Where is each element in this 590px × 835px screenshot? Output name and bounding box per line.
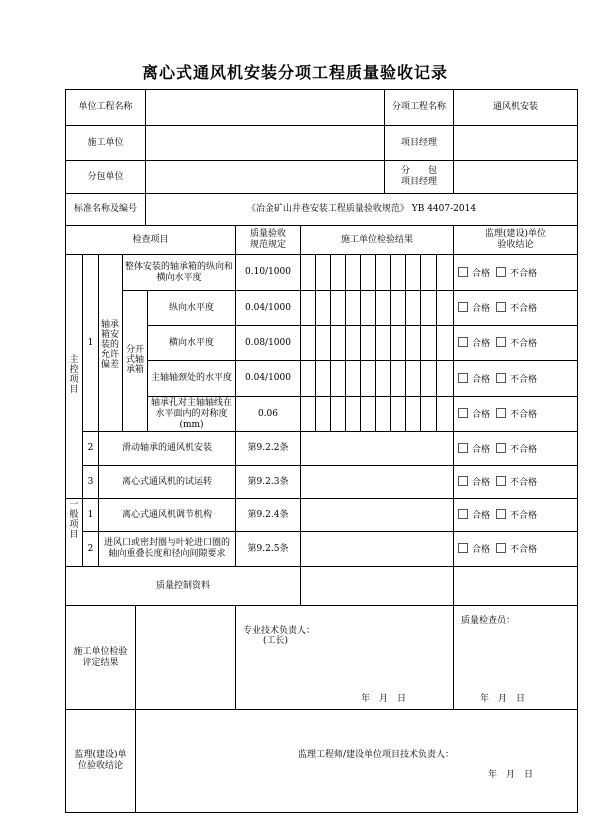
pass-checkbox[interactable] [458, 302, 468, 312]
fail-checkbox[interactable] [496, 408, 506, 418]
sub-project-label: 分项工程名称 [391, 102, 446, 112]
pass-checkbox[interactable] [458, 408, 468, 418]
construction-unit-field[interactable] [146, 126, 384, 160]
supervisor-header-line2: 验收结论 [497, 240, 534, 250]
project-manager-label: 项目经理 [400, 137, 437, 148]
subcontract-manager-label-line1: 分 包 [400, 166, 437, 176]
row-6-item: 滑动轴承的通风机安装 [121, 443, 212, 453]
pass-label: 合格 [472, 545, 491, 555]
pass-checkbox[interactable] [458, 267, 468, 277]
pass-checkbox[interactable] [458, 476, 468, 486]
fail-label: 不合格 [510, 339, 538, 349]
row-1-item: 整体安装的轴承箱的纵向和横向水平度 [124, 261, 233, 283]
row-6-spec: 第9.2.2条 [247, 443, 289, 453]
fail-checkbox[interactable] [496, 443, 506, 453]
pass-fail-checkboxes [458, 267, 537, 280]
row-5-item: 轴承孔对主轴轴线在水平面内的对称度(mm) [150, 397, 232, 430]
construction-date: 年 月 日 [361, 694, 407, 704]
row-8-no: 1 [87, 509, 94, 520]
row-8-item: 离心式通风机调节机构 [121, 509, 212, 520]
main-item-no-1: 1 [87, 337, 94, 348]
general-group-label: 一般项目 [69, 500, 79, 540]
supervisor-eval-label: 监理(建设)单位验收结论 [74, 750, 127, 771]
pass-fail-checkboxes [458, 543, 537, 556]
split-box-label: 分开式轴承箱 [125, 345, 144, 375]
pass-label: 合格 [472, 511, 491, 521]
row-9-item: 进风口或密封圈与叶轮进口圈的轴向重叠长度和径向间隙要求 [103, 538, 230, 559]
row-3-item: 横向水平度 [168, 337, 214, 348]
row-2-spec: 0.04/1000 [245, 302, 291, 313]
pass-label: 合格 [472, 410, 491, 420]
foreman-label: (工长) [263, 636, 289, 646]
pass-fail-checkboxes [458, 408, 537, 421]
pass-fail-checkboxes [458, 302, 537, 315]
fail-checkbox[interactable] [496, 476, 506, 486]
row-5-spec: 0.06 [257, 408, 279, 419]
subcontract-unit-label: 分包单位 [87, 171, 124, 182]
inspector-label: 质量检查员： [461, 616, 516, 626]
bearing-deviation-label: 轴承箱安装的允许偏差 [100, 320, 119, 370]
unit-project-label: 单位工程名称 [78, 102, 133, 112]
pass-fail-checkboxes [458, 476, 537, 489]
construction-unit-label: 施工单位 [87, 137, 124, 148]
unit-project-field[interactable] [146, 90, 384, 125]
row-7-item: 离心式通风机的试运转 [121, 476, 212, 487]
fail-checkbox[interactable] [496, 302, 506, 312]
row-1-spec: 0.10/1000 [245, 267, 291, 277]
quality-spec-header-line1: 质量验收 [249, 229, 286, 239]
construction-result-header: 施工单位检验结果 [340, 234, 413, 245]
pass-label: 合格 [472, 339, 491, 349]
fail-checkbox[interactable] [496, 337, 506, 347]
pass-label: 合格 [472, 478, 491, 488]
pass-fail-checkboxes [458, 509, 537, 522]
supervisor-signer-label: 监理工程师/建设单位项目技术负责人： [298, 750, 455, 760]
fail-checkbox[interactable] [496, 543, 506, 553]
row-7-spec: 第9.2.3条 [247, 476, 289, 487]
quality-docs-label: 质量控制资料 [155, 580, 210, 591]
sub-project-value: 通风机安装 [492, 102, 538, 112]
row-4-spec: 0.04/1000 [245, 373, 291, 383]
fail-checkbox[interactable] [496, 267, 506, 277]
row-8-spec: 第9.2.4条 [247, 509, 289, 520]
row-3-spec: 0.08/1000 [245, 337, 291, 348]
row-6-no: 2 [87, 443, 94, 453]
pass-checkbox[interactable] [458, 373, 468, 383]
supervisor-header [454, 226, 577, 254]
row-9-spec: 第9.2.5条 [247, 543, 289, 554]
fail-checkbox[interactable] [496, 509, 506, 519]
construction-eval-label: 施工单位检验评定结果 [73, 646, 128, 668]
pass-checkbox[interactable] [458, 337, 468, 347]
project-manager-field[interactable] [454, 126, 577, 160]
fail-label: 不合格 [510, 478, 538, 488]
pass-label: 合格 [472, 445, 491, 455]
row-2-item: 纵向水平度 [168, 302, 214, 313]
subcontract-manager-label-line2: 项目经理 [400, 177, 437, 187]
fail-checkbox[interactable] [496, 373, 506, 383]
page-title: 离心式通风机安装分项工程质量验收记录 [141, 63, 448, 82]
fail-label: 不合格 [510, 511, 538, 521]
fail-label: 不合格 [510, 304, 538, 314]
check-item-header: 检查项目 [132, 234, 169, 245]
pass-checkbox[interactable] [458, 443, 468, 453]
main-control-group-label: 主控项目 [69, 355, 79, 395]
row-9-no: 2 [87, 543, 94, 554]
supervisor-header-line1: 监理(建设)单位 [484, 229, 547, 239]
row-7-no: 3 [87, 476, 94, 487]
supervisor-date: 年 月 日 [488, 770, 534, 780]
quality-spec-header-line2: 规范规定 [249, 240, 286, 250]
subcontract-manager-label [385, 161, 453, 193]
pass-label: 合格 [472, 304, 491, 314]
fail-label: 不合格 [510, 445, 538, 455]
subcontract-manager-field[interactable] [454, 161, 577, 193]
pass-checkbox[interactable] [458, 509, 468, 519]
tech-lead-label: 专业技术负责人： [243, 626, 316, 636]
quality-spec-header [236, 226, 300, 254]
fail-label: 不合格 [510, 545, 538, 555]
inspector-date: 年 月 日 [480, 694, 526, 704]
fail-label: 不合格 [510, 375, 538, 385]
pass-label: 合格 [472, 269, 491, 279]
fail-label: 不合格 [510, 410, 538, 420]
row-4-item: 主轴轴颈处的水平度 [150, 373, 232, 383]
standard-label: 标准名称及编号 [73, 204, 137, 214]
pass-fail-checkboxes [458, 443, 537, 456]
standard-value: 《冶金矿山井巷安装工程质量验收规范》 YB 4407-2014 [246, 204, 477, 214]
pass-checkbox[interactable] [458, 543, 468, 553]
fail-label: 不合格 [510, 269, 538, 279]
pass-label: 合格 [472, 375, 491, 385]
subcontract-unit-field[interactable] [146, 161, 384, 193]
pass-fail-checkboxes [458, 373, 537, 386]
pass-fail-checkboxes [458, 337, 537, 350]
